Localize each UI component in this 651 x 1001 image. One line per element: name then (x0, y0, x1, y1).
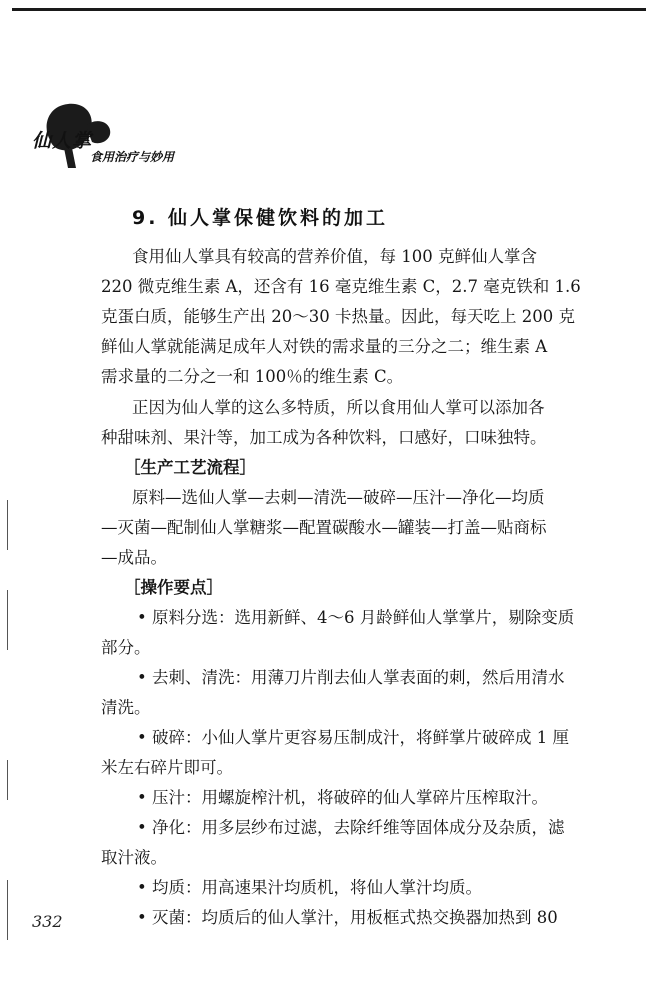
subheading-process-flow: ［生产工艺流程］ (124, 458, 256, 477)
paragraph-line: 克蛋白质，能够生产出 20～30 卡热量。因此，每天吃上 200 克 (101, 307, 575, 326)
running-header-logo (28, 96, 228, 172)
process-flow-line: —灭菌—配制仙人掌糖浆—配置碳酸水—罐装—打盖—贴商标 (101, 518, 547, 537)
paragraph-line: 需求量的二分之一和 100％的维生素 C。 (101, 367, 404, 386)
key-point-line: • 灭菌：均质后的仙人掌汁，用板框式热交换器加热到 80 (137, 908, 558, 927)
paragraph-line: 种甜味剂、果汁等，加工成为各种饮料，口感好，口味独特。 (101, 428, 547, 447)
paragraph-line: 食用仙人掌具有较高的营养价值，每 100 克鲜仙人掌含 (132, 247, 537, 266)
paragraph-line: 正因为仙人掌的这么多特质，所以食用仙人掌可以添加各 (132, 398, 545, 417)
key-point-line: 清洗。 (101, 698, 151, 717)
key-point-line: • 压汁：用螺旋榨汁机，将破碎的仙人掌碎片压榨取汁。 (137, 788, 548, 807)
header-logo-title: 仙人掌 (32, 130, 93, 152)
key-point-line: • 净化：用多层纱布过滤，去除纤维等固体成分及杂质，滤 (137, 818, 565, 837)
scan-margin-mark (7, 880, 8, 940)
key-point-line: 米左右碎片即可。 (101, 758, 233, 777)
key-point-line: 部分。 (101, 638, 151, 657)
top-rule (12, 8, 646, 11)
paragraph-line: 220 微克维生素 A，还含有 16 毫克维生素 C，2.7 毫克铁和 1.6 (101, 277, 581, 296)
scan-margin-mark (7, 500, 8, 550)
key-point-line: • 均质：用高速果汁均质机，将仙人掌汁均质。 (137, 878, 482, 897)
paragraph-line: 鲜仙人掌就能满足成年人对铁的需求量的三分之二；维生素 A (101, 337, 548, 356)
section-title: 9. 仙人掌保健饮料的加工 (132, 207, 389, 229)
process-flow-line: 原料—选仙人掌—去刺—清洗—破碎—压汁—净化—均质 (132, 488, 545, 507)
scan-margin-mark (7, 760, 8, 800)
process-flow-line: —成品。 (101, 548, 167, 567)
scan-margin-mark (7, 590, 8, 650)
key-point-line: • 破碎：小仙人掌片更容易压制成汁，将鲜掌片破碎成 1 厘 (137, 728, 569, 747)
key-point-line: • 原料分选：选用新鲜、4～6 月龄鲜仙人掌掌片，剔除变质 (137, 608, 575, 627)
page-number: 332 (32, 912, 63, 931)
key-point-line: 取汁液。 (101, 848, 167, 867)
key-point-line: • 去刺、清洗：用薄刀片削去仙人掌表面的刺，然后用清水 (137, 668, 565, 687)
header-logo-subtitle: 食用治疗与妙用 (90, 150, 175, 164)
subheading-key-points: ［操作要点］ (124, 578, 223, 597)
